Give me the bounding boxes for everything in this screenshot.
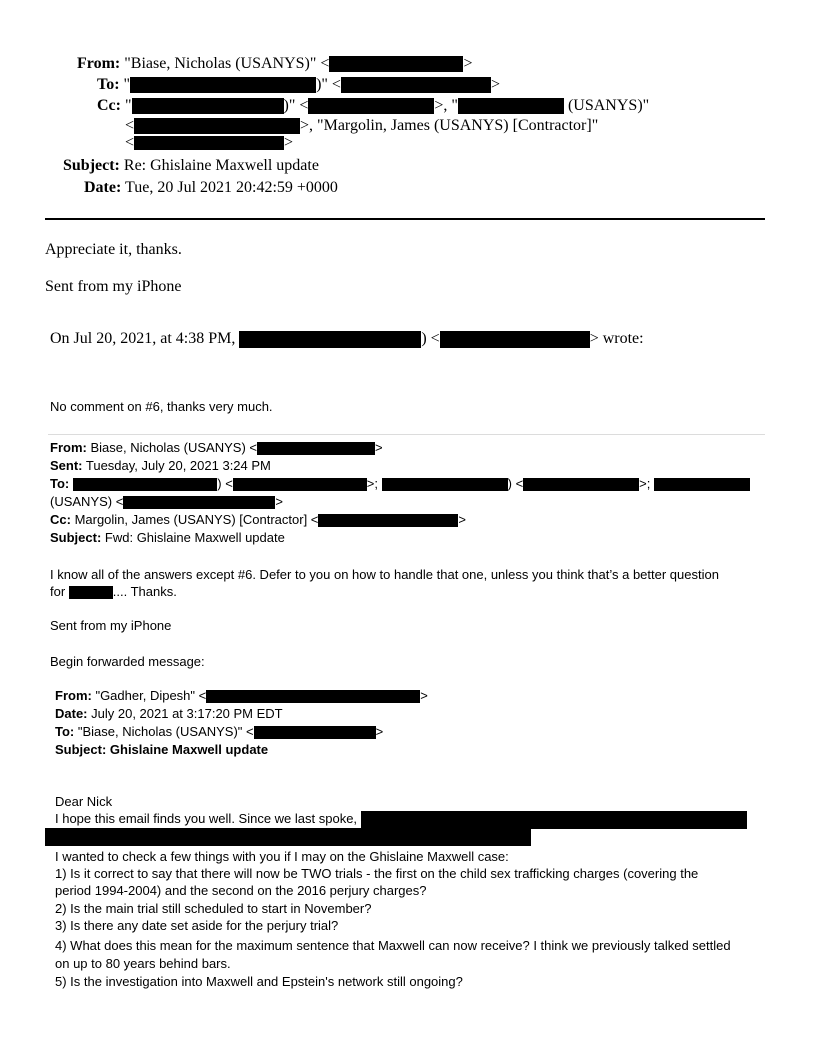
fwd1-subject-row: Subject: Fwd: Ghislaine Maxwell update — [50, 530, 285, 545]
redaction-block — [308, 98, 434, 114]
redaction-block — [440, 331, 590, 348]
reply-text: Appreciate it, thanks. — [45, 241, 182, 258]
header-cc-row-3: < > — [125, 134, 294, 151]
redaction-block — [523, 478, 639, 491]
fwd2-question-4a: 4) What does this mean for the maximum sentence that Maxwell can now receive? I think we previously talked settled — [55, 938, 731, 953]
subject-value: Re: Ghislaine Maxwell update — [123, 157, 319, 174]
redaction-block — [329, 56, 463, 72]
fwd1-body-line-1: I know all of the answers except #6. Defer to you on how to handle that one, unless you think that’s a better question — [50, 567, 719, 582]
fwd1-begin-forwarded: Begin forwarded message: — [50, 654, 205, 669]
redaction-block — [318, 514, 458, 527]
header-date-row — [84, 178, 338, 198]
redaction-block — [361, 811, 747, 829]
fwd1-body-line-2: for .... Thanks. — [50, 584, 177, 599]
fwd2-subject-row: Subject: Ghislaine Maxwell update — [55, 742, 269, 757]
redaction-block — [233, 478, 367, 491]
quote-intro: On Jul 20, 2021, at 4:38 PM, ) < > wrote: — [50, 330, 644, 347]
fwd1-to-row: To: ) < >; ) < >; — [50, 475, 750, 492]
header-cc-row: Cc: " )" < >, " (USANYS)" — [97, 97, 650, 114]
fwd2-date-row: Date: July 20, 2021 at 3:17:20 PM EDT — [55, 706, 283, 721]
fwd1-sent-row: Sent: Tuesday, July 20, 2021 3:24 PM — [50, 458, 271, 473]
redaction-block — [257, 442, 375, 455]
fwd2-question-3: 3) Is there any date set aside for the perjury trial? — [55, 918, 339, 933]
fwd2-hope-line: I hope this email finds you well. Since we last spoke, — [55, 810, 747, 829]
redaction-block — [69, 586, 113, 599]
fwd2-greeting: Dear Nick — [55, 794, 113, 809]
redaction-block — [341, 77, 491, 93]
redaction-block — [254, 726, 376, 739]
date-label: Date: — [84, 179, 122, 196]
from-label: From: — [77, 55, 121, 72]
redaction-block — [123, 496, 275, 509]
redaction-block — [73, 478, 217, 491]
fwd2-question-4b: on up to 80 years behind bars. — [55, 956, 231, 971]
from-value: "Biase, Nicholas (USANYS)" < — [124, 55, 330, 72]
header-divider — [45, 218, 765, 220]
redaction-block — [134, 118, 300, 134]
redaction-block — [654, 478, 750, 491]
cc-label: Cc: — [97, 97, 121, 114]
to-label: To: — [97, 76, 120, 93]
redaction-block — [206, 690, 420, 703]
header-to-row: To: " )" < > — [97, 76, 500, 93]
fwd2-from-row: From: "Gadher, Dipesh" < > — [55, 688, 428, 703]
fwd1-signature: Sent from my iPhone — [50, 618, 172, 633]
redaction-block-wide — [45, 828, 531, 846]
fwd2-to-row: To: "Biase, Nicholas (USANYS)" < > — [55, 724, 384, 739]
date-value: Tue, 20 Jul 2021 20:42:59 +0000 — [125, 179, 338, 196]
fwd1-from-row: From: Biase, Nicholas (USANYS) < > — [50, 440, 383, 455]
fwd2-question-5: 5) Is the investigation into Maxwell and Epstein's network still ongoing? — [55, 974, 463, 989]
redaction-block — [130, 77, 316, 93]
header-from-row: From: "Biase, Nicholas (USANYS)" < > — [77, 55, 473, 72]
comment-text: No comment on #6, thanks very much. — [50, 399, 273, 414]
fwd2-question-2: 2) Is the main trial still scheduled to start in November? — [55, 901, 372, 916]
fwd2-question-1b: period 1994-2004) and the second on the 2016 perjury charges? — [55, 883, 427, 898]
header-cc-row-2: < >, "Margolin, James (USANYS) [Contractor]" — [125, 117, 599, 134]
header-subject-row — [63, 156, 319, 176]
redaction-block — [134, 136, 284, 150]
fwd2-question-1a: 1) Is it correct to say that there will now be TWO trials - the first on the child sex trafficking charges (covering the — [55, 866, 699, 881]
fwd1-to-row-2: (USANYS) < > — [50, 494, 283, 509]
subject-label: Subject: — [63, 157, 120, 174]
redaction-block — [382, 478, 508, 491]
redaction-block — [239, 331, 421, 348]
quote-divider — [48, 434, 765, 435]
fwd1-cc-row: Cc: Margolin, James (USANYS) [Contractor] < > — [50, 512, 466, 527]
fwd2-intro: I wanted to check a few things with you if I may on the Ghislaine Maxwell case: — [55, 849, 509, 864]
reply-signature: Sent from my iPhone — [45, 278, 182, 295]
redaction-block — [458, 98, 564, 114]
redaction-block — [132, 98, 284, 114]
